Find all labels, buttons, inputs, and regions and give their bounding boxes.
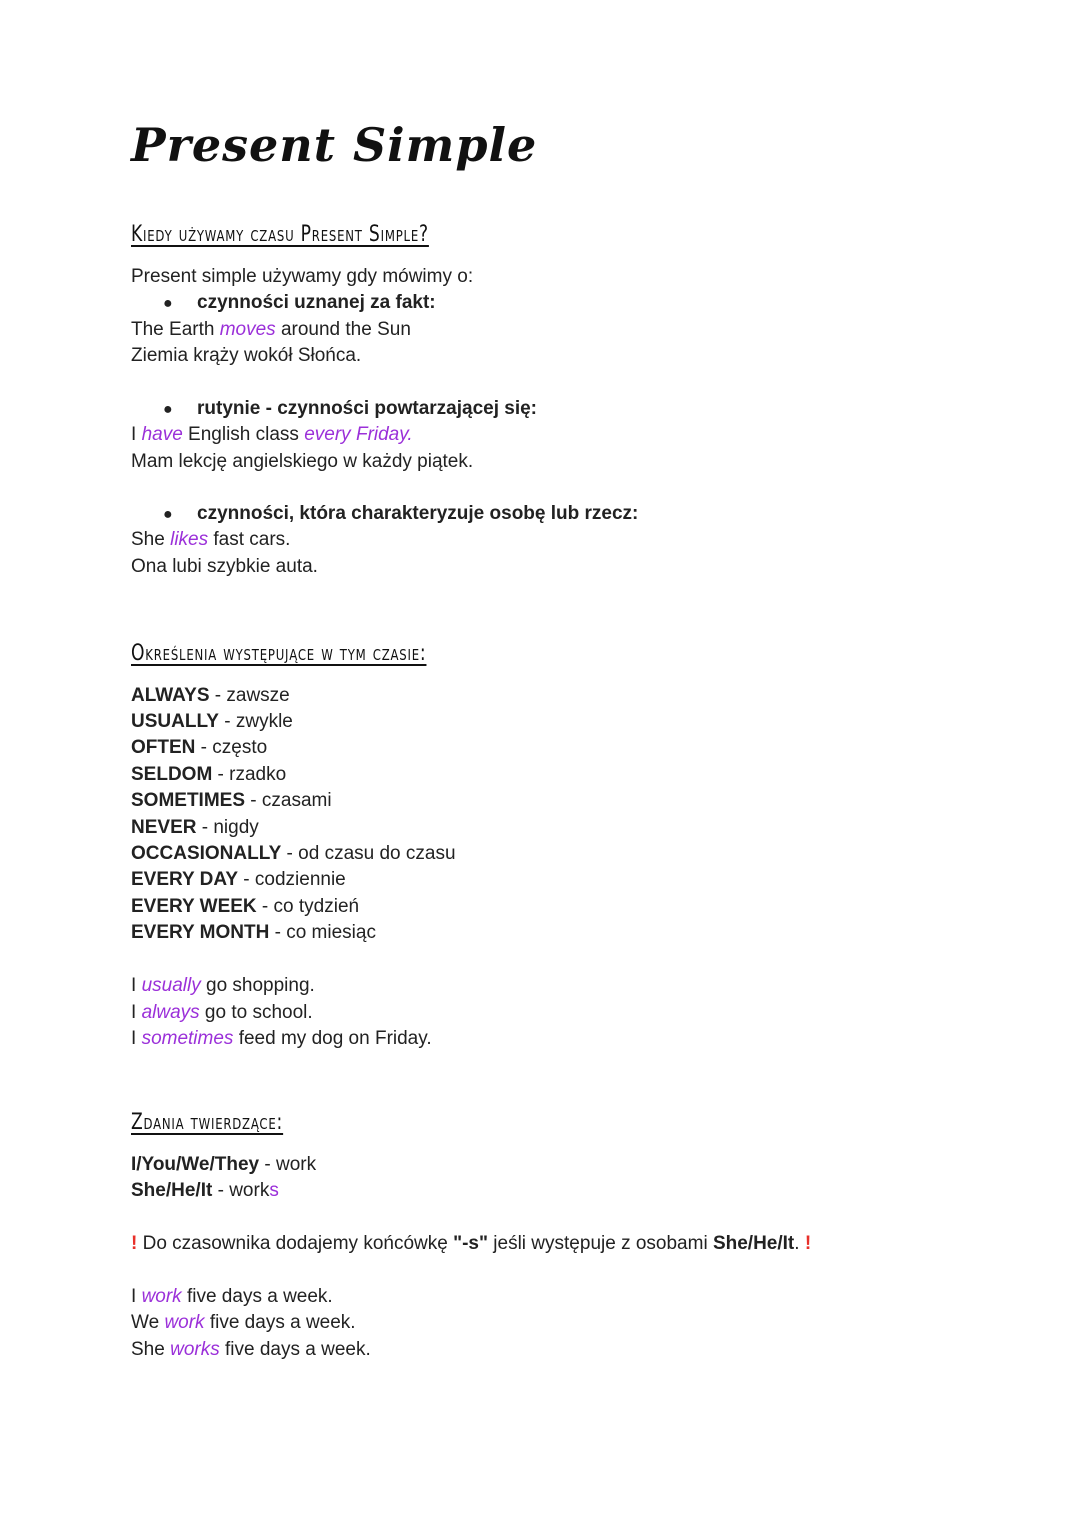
example-fact: The Earth moves around the Sun (131, 319, 411, 340)
adverb-item: OFTEN - często (131, 737, 268, 758)
adverb-item: OCCASIONALLY - od czasu do czasu (131, 843, 456, 864)
bullet-dot-icon: ● (163, 401, 173, 418)
adverb-example: I usually go shopping. (131, 975, 315, 996)
adverb-item: NEVER - nigdy (131, 817, 259, 838)
bullet-routine: ● rutynie - czynności powtarzającej się: (163, 397, 537, 422)
adverb-item: SOMETIMES - czasami (131, 790, 332, 811)
adverb-item: EVERY MONTH - co miesiąc (131, 922, 376, 943)
adverb-item: SELDOM - rzadko (131, 764, 287, 785)
bullet-dot-icon: ● (163, 295, 173, 312)
exclamation-icon: ! (131, 1233, 138, 1254)
rule-note: ! Do czasownika dodajemy końcówkę "-s" jeśli występuje z osobami She/He/It. ! (131, 1233, 812, 1254)
work-example: She works five days a week. (131, 1339, 371, 1360)
adverb-item: USUALLY - zwykle (131, 711, 293, 732)
adverb-item: EVERY WEEK - co tydzień (131, 896, 360, 917)
conjugation-third-person: She/He/It - works (131, 1180, 279, 1201)
adverb-example: I sometimes feed my dog on Friday. (131, 1028, 432, 1049)
adverb-example: I always go to school. (131, 1002, 313, 1023)
section-heading-usage: Kiedy używamy czasu Present Simple? (131, 222, 429, 247)
work-example: I work five days a week. (131, 1286, 333, 1307)
section-heading-adverbs: Określenia występujące w tym czasie: (131, 641, 427, 666)
bullet-characteristic: ● czynności, która charakteryzuje osobę lub rzecz: (163, 502, 638, 527)
adverb-item: ALWAYS - zawsze (131, 685, 290, 706)
exclamation-icon: ! (804, 1233, 812, 1254)
translation-fact: Ziemia krąży wokół Słońca. (131, 345, 362, 366)
bullet-fact: ● czynności uznanej za fakt: (163, 291, 436, 316)
work-example: We work five days a week. (131, 1312, 356, 1333)
bullet-dot-icon: ● (163, 506, 173, 523)
example-routine: I have English class every Friday. (131, 424, 413, 445)
translation-characteristic: Ona lubi szybkie auta. (131, 556, 318, 577)
translation-routine: Mam lekcję angielskiego w każdy piątek. (131, 451, 474, 472)
conjugation-plural: I/You/We/They - work (131, 1154, 317, 1175)
intro-text: Present simple używamy gdy mówimy o: (131, 266, 474, 287)
adverb-item: EVERY DAY - codziennie (131, 869, 346, 890)
section-heading-affirmative: Zdania twierdzące: (131, 1110, 284, 1135)
example-characteristic: She likes fast cars. (131, 529, 291, 550)
page-title: Present Simple (131, 118, 538, 172)
